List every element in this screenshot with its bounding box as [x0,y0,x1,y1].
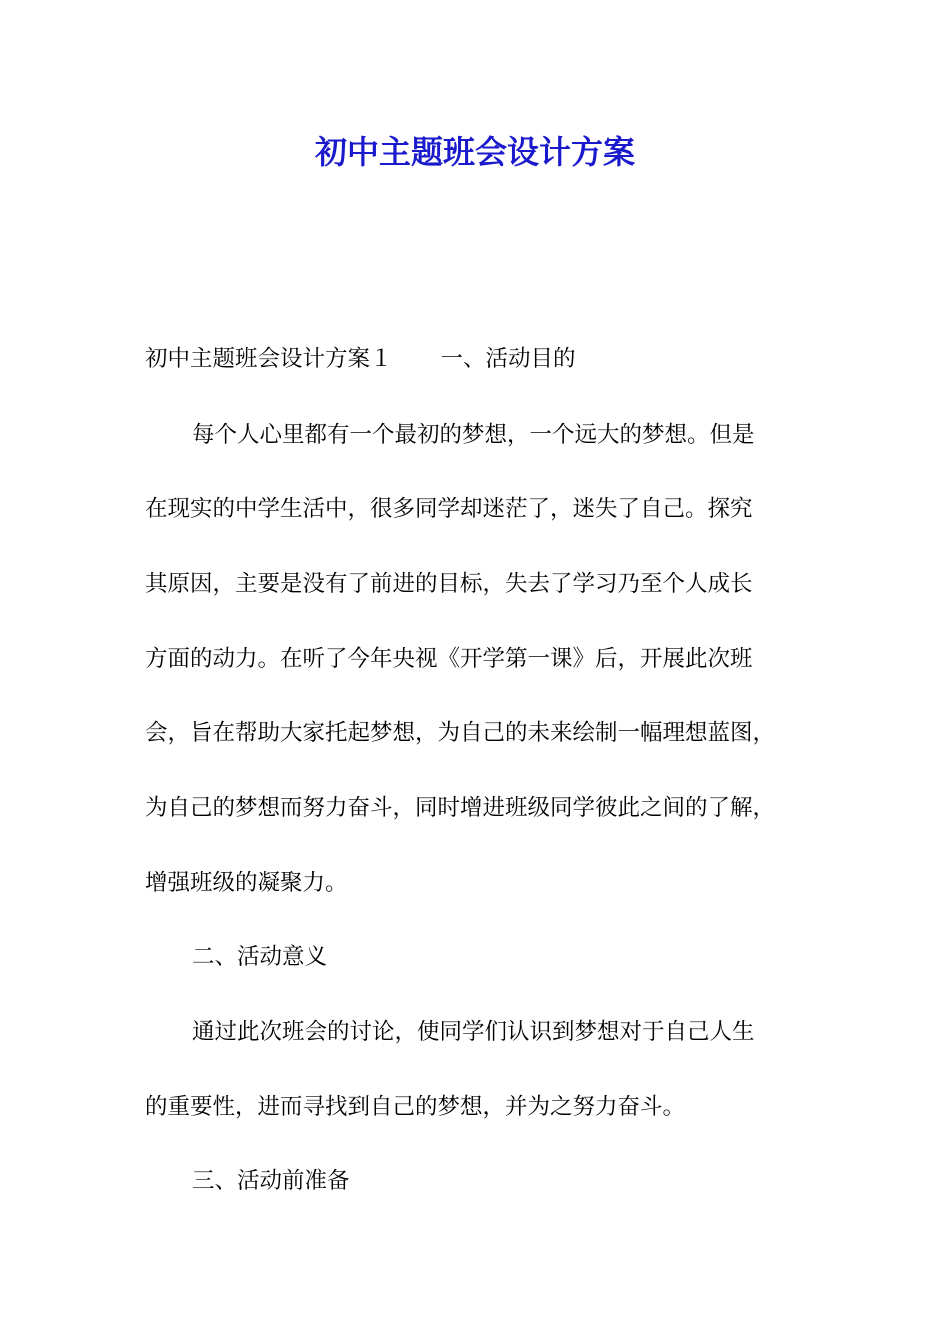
paragraph-line: 为自己的梦想而努力奋斗，同时增进班级同学彼此之间的了解， [145,795,776,821]
paragraph-line: 通过此次班会的讨论，使同学们认识到梦想对于自己人生 [192,1019,755,1045]
heading-activity-significance: 二、活动意义 [192,944,328,970]
paragraph-line: 会，旨在帮助大家托起梦想，为自己的未来绘制一幅理想蓝图， [145,720,776,746]
document-title: 初中主题班会设计方案 [314,133,635,171]
section-heading-line [145,344,835,374]
heading-activity-purpose: 一、活动目的 [440,346,576,372]
section-heading: 初中主题班会设计方案１ [145,346,393,372]
heading-activity-preparation: 三、活动前准备 [192,1168,350,1194]
paragraph-line: 方面的动力。在听了今年央视《开学第一课》后，开展此次班 [145,646,753,672]
paragraph-line: 增强班级的凝聚力。 [145,870,348,896]
paragraph-line: 在现实的中学生活中，很多同学却迷茫了，迷失了自己。探究 [145,496,753,522]
paragraph-line: 其原因，主要是没有了前进的目标，失去了学习乃至个人成长 [145,571,753,597]
paragraph-line: 的重要性，进而寻找到自己的梦想，并为之努力奋斗。 [145,1094,686,1120]
paragraph-line: 每个人心里都有一个最初的梦想，一个远大的梦想。但是 [192,422,755,448]
